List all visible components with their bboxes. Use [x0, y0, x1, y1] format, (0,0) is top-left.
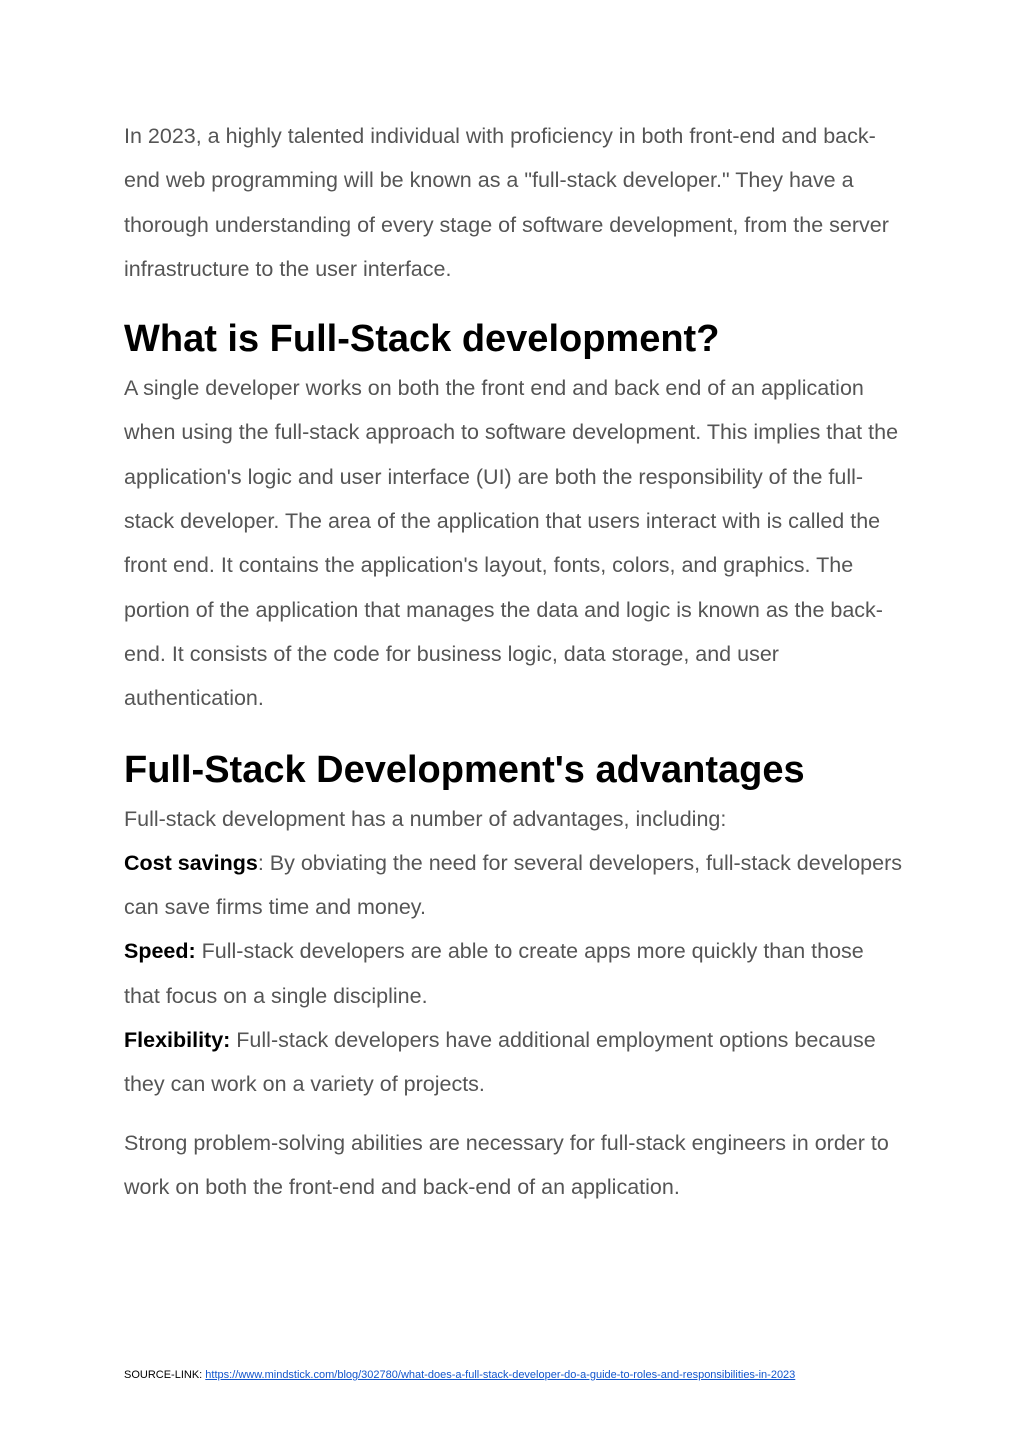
source-link[interactable]: https://www.mindstick.com/blog/302780/what-does-a-full-stack-developer-do-a-guide-to-roles-and-responsibilities-in-2023 [205, 1369, 796, 1381]
section-heading-advantages: Full-Stack Development's advantages [124, 748, 805, 791]
advantage-item-cost-savings [124, 841, 904, 930]
advantage-item-speed [124, 929, 904, 1018]
section-heading-what-is-full-stack: What is Full-Stack development? [124, 318, 720, 361]
advantage-item-flexibility [124, 1018, 904, 1107]
intro-paragraph: In 2023, a highly talented individual with proficiency in both front-end and back-end web programming will be known as a "full-stack developer." They have a thorough understanding of every stage of software development, from the server infrastructure to the user interface. [124, 124, 889, 281]
advantage-title: Speed: [124, 939, 196, 964]
advantage-text: Full-stack developers have additional employment options because they can work on a variety of projects. [124, 1028, 876, 1097]
advantage-title: Cost savings [124, 850, 258, 875]
advantages-intro-paragraph: Full-stack development has a number of advantages, including: [124, 806, 727, 831]
advantage-title: Flexibility: [124, 1028, 231, 1053]
document-page [124, 114, 904, 1209]
what-is-full-stack-paragraph: A single developer works on both the front end and back end of an application when using the full-stack approach to software development. This implies that the application's logic and user interface (UI) are both the responsibility of the full-stack developer. The area of the application that users interact with is called the front end. It contains the application's layout, fonts, colors, and graphics. The portion of the application that manages the data and logic is known as the back-end. It consists of the code for business logic, data storage, and user authentication. [124, 376, 899, 711]
source-label: SOURCE-LINK: [124, 1369, 206, 1381]
closing-paragraph: Strong problem-solving abilities are necessary for full-stack engineers in order to work on both the front-end and back-end of an application. [124, 1130, 889, 1199]
advantage-text: Full-stack developers are able to create apps more quickly than those that focus on a single discipline. [124, 939, 864, 1008]
advantage-text: : By obviating the need for several developers, full-stack developers can save firms time and money. [124, 850, 902, 920]
source-line [124, 1368, 795, 1382]
